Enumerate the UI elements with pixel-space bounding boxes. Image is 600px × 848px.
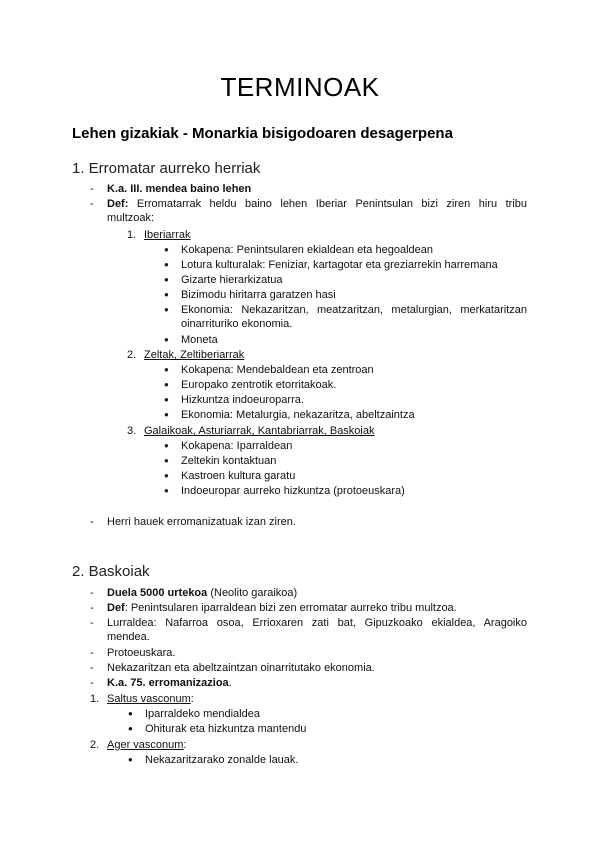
section-heading-1: 1. Erromatar aurreko herriak — [72, 160, 261, 177]
bullet-marker: ● — [164, 290, 169, 299]
list-item-continuation: multzoak: — [107, 212, 155, 224]
list-item: Gizarte hierarkizatua — [181, 274, 283, 286]
list-item — [107, 601, 457, 615]
dash-marker: - — [90, 677, 94, 689]
list-item-continuation: mendea. — [107, 631, 150, 643]
bullet-marker: ● — [164, 365, 169, 374]
dash-marker: - — [90, 183, 94, 195]
bullet-marker: ● — [164, 305, 169, 314]
def-text: Erromatarrak heldu baino lehen Iberiar Penintsulan bizi ziren hiru tribu — [136, 198, 527, 210]
dash-marker: - — [90, 647, 94, 659]
group-name: Ager vasconum — [107, 739, 184, 751]
list-item: Lotura kulturalak: Feniziar, kartagotar eta greziarrekin harremana — [181, 259, 498, 271]
page-subtitle: Lehen gizakiak - Monarkia bisigodoaren desagerpena — [72, 125, 453, 142]
list-item: Zeltekin kontaktuan — [181, 455, 277, 467]
list-item: Moneta — [181, 334, 218, 346]
group-number: 1. — [90, 693, 100, 705]
bullet-marker: ● — [164, 486, 169, 495]
list-item: Kokapena: Penintsularen ekialdean eta hegoaldean — [181, 244, 433, 256]
dash-marker: - — [90, 516, 94, 528]
list-item: Europako zentrotik etorritakoak. — [181, 379, 337, 391]
colon: : — [190, 693, 194, 705]
list-item: Iparraldeko mendialdea — [145, 708, 260, 720]
bullet-marker: ● — [164, 395, 169, 404]
def-label: Def — [107, 602, 125, 614]
list-item-continuation: oinarrituriko ekonomia. — [181, 318, 293, 330]
group-name: Saltus vasconum — [107, 693, 191, 705]
bullet-marker: ● — [128, 724, 133, 733]
list-item — [107, 197, 527, 211]
list-item: Kokapena: Mendebaldean eta zentroan — [181, 364, 374, 376]
list-item — [107, 586, 297, 600]
bullet-marker: ● — [164, 441, 169, 450]
list-item: Bizimodu hiritarra garatzen hasi — [181, 289, 336, 301]
list-item: Kastroen kultura garatu — [181, 470, 296, 482]
group-number: 2. — [90, 739, 100, 751]
bold-text: Duela 5000 urtekoa — [107, 587, 208, 599]
list-item: Hizkuntza indoeuroparra. — [181, 394, 304, 406]
plain-text: (Neolito garaikoa) — [207, 587, 298, 599]
list-item: Ekonomia: Nekazaritzan, meatzaritzan, metalurgian, merkataritzan — [181, 304, 527, 316]
group-name: Galaikoak, Asturiarrak, Kantabriarrak, Baskoiak — [144, 425, 375, 437]
list-item: Protoeuskara. — [107, 647, 176, 659]
group-name-line — [107, 692, 194, 706]
bullet-marker: ● — [164, 245, 169, 254]
group-name: Iberiarrak — [144, 229, 191, 241]
bullet-marker: ● — [164, 456, 169, 465]
dash-marker: - — [90, 617, 94, 629]
list-item: Nekazaritzan eta abeltzaintzan oinarritutako ekonomia. — [107, 662, 375, 674]
list-item: Ohiturak eta hizkuntza mantendu — [145, 723, 307, 735]
bullet-marker: ● — [128, 755, 133, 764]
group-name: Zeltak, Zeltiberiarrak — [144, 349, 245, 361]
group-number: 2. — [127, 349, 137, 361]
list-item — [107, 182, 251, 196]
dash-marker: - — [90, 662, 94, 674]
list-item: Lurraldea: Nafarroa osoa, Errioxaren zati bat, Gipuzkoako ekialdea, Aragoiko — [107, 617, 527, 629]
bullet-marker: ● — [164, 410, 169, 419]
section-heading-2: 2. Baskoiak — [72, 563, 150, 580]
list-item: Indoeuropar aurreko hizkuntza (protoeuskara) — [181, 485, 405, 497]
dash-marker: - — [90, 602, 94, 614]
bullet-marker: ● — [164, 275, 169, 284]
dash-marker: - — [90, 587, 94, 599]
group-number: 3. — [127, 425, 137, 437]
bullet-marker: ● — [128, 709, 133, 718]
bold-text: K.a. 75. erromanizazioa — [107, 677, 229, 689]
group-name-line — [107, 738, 187, 752]
bold-text: K.a. III. mendea baino lehen — [107, 183, 252, 195]
def-label: Def: — [107, 198, 129, 210]
group-number: 1. — [127, 229, 137, 241]
bullet-marker: ● — [164, 260, 169, 269]
colon: : — [183, 739, 187, 751]
list-item — [107, 676, 232, 690]
bullet-marker: ● — [164, 471, 169, 480]
page-title: TERMINOAK — [220, 72, 380, 102]
dash-marker: - — [90, 198, 94, 210]
list-item: Ekonomia: Metalurgia, nekazaritza, abeltzaintza — [181, 409, 415, 421]
list-item: Kokapena: Iparraldean — [181, 440, 293, 452]
bullet-marker: ● — [164, 335, 169, 344]
list-item: Nekazaritzarako zonalde lauak. — [145, 754, 299, 766]
def-text: : Penintsularen iparraldean bizi zen erromatar aurreko tribu multzoa. — [124, 602, 457, 614]
list-item: Herri hauek erromanizatuak izan ziren. — [107, 516, 296, 528]
plain-text: . — [228, 677, 232, 689]
bullet-marker: ● — [164, 380, 169, 389]
